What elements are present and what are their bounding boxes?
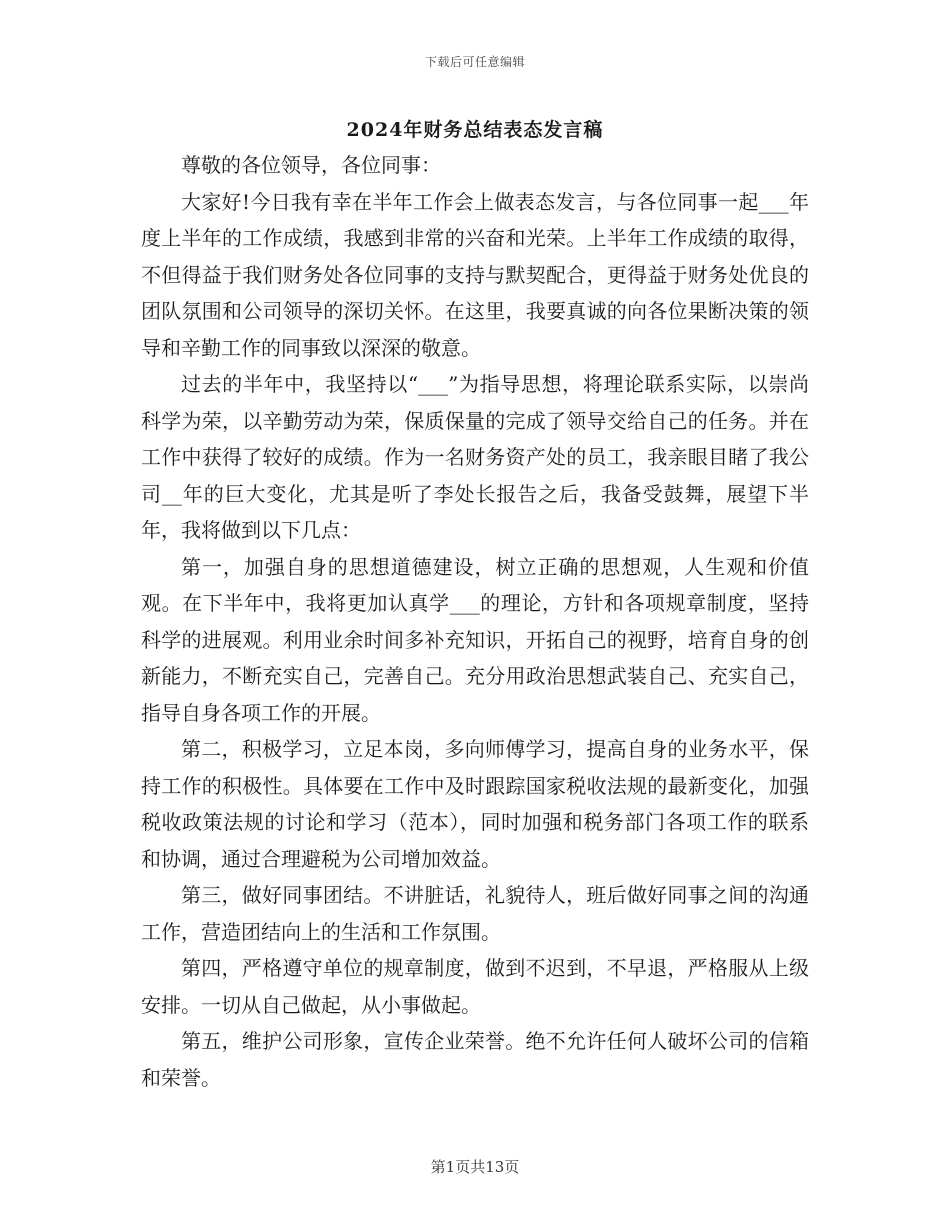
document-body (141, 147, 809, 1096)
header-note: 下载后可任意编辑 (424, 55, 525, 69)
paragraph-greeting: 大家好!今日我有幸在半年工作会上做表态发言，与各位同事一起___年度上半年的工作成绩，我感到非常的兴奋和光荣。上半年工作成绩的取得，不但得益于我们财务处各位同事的支持与默契配合，更得益于财务处优良的团队氛围和公司领导的深切关怀。在这里，我要真诚的向各位果断决策的领导和辛勤工作的同事致以深深的敬意。 (141, 189, 809, 360)
paragraph-point-4: 第四，严格遵守单位的规章制度，做到不迟到，不早退，严格服从上级安排。一切从自己做起，从小事做起。 (141, 956, 809, 1017)
paragraph-point-1: 第一，加强自身的思想道德建设，树立正确的思想观，人生观和价值观。在下半年中，我将更加认真学___的理论，方针和各项规章制度，坚持科学的进展观。利用业余时间多补充知识，开拓自己的视野，培育自身的创新能力，不断充实自己，完善自己。充分用政治思想武装自己、充实自己，指导自身各项工作的开展。 (141, 554, 809, 725)
paragraph-point-2: 第二，积极学习，立足本岗，多向师傅学习，提高自身的业务水平，保持工作的积极性。具体要在工作中及时跟踪国家税收法规的最新变化，加强税收政策法规的讨论和学习（范本），同时加强和税务部门各项工作的联系和协调，通过合理避税为公司增加效益。 (141, 737, 809, 871)
page-footer: 第1页共13页 (430, 1158, 520, 1176)
paragraph-point-5: 第五，维护公司形象，宣传企业荣誉。绝不允许任何人破坏公司的信箱和荣誉。 (141, 1029, 809, 1090)
paragraph-salutation: 尊敬的各位领导，各位同事： (181, 153, 441, 177)
document-title: 2024年财务总结表态发言稿 (346, 119, 604, 141)
paragraph-past-half-year: 过去的半年中，我坚持以“___”为指导思想，将理论联系实际，以崇尚科学为荣，以辛勤劳动为荣，保质保量的完成了领导交给自己的任务。并在工作中获得了较好的成绩。作为一名财务资产处的员工，我亲眼目睹了我公司__年的巨大变化，尤其是听了李处长报告之后，我备受鼓舞，展望下半年，我将做到以下几点： (141, 372, 809, 542)
paragraph-point-3: 第三，做好同事团结。不讲脏话，礼貌待人，班后做好同事之间的沟通工作，营造团结向上的生活和工作氛围。 (141, 883, 809, 944)
